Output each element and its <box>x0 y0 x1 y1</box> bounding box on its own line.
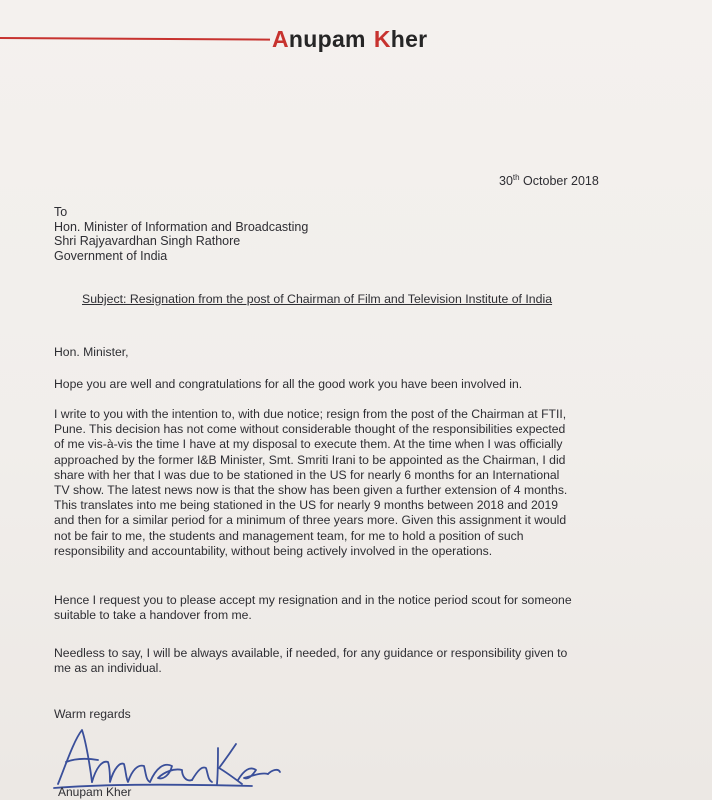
paragraph-availability: Needless to say, I will be always available, if needed, for any guidance or responsibility given to me as an individual. <box>54 646 568 676</box>
paragraph-greeting: Hope you are well and congratulations for all the good work you have been involved in. <box>54 377 523 391</box>
address-line: Shri Rajyavardhan Singh Rathore <box>54 234 241 249</box>
recipient-address <box>54 205 308 264</box>
subject-line: Subject: Resignation from the post of Chairman of Film and Television Institute of India <box>82 292 553 306</box>
paragraph-request: Hence I request you to please accept my resignation and in the notice period scout for someone suitable to take a handover from me. <box>54 593 572 623</box>
letterhead-initial-a: A <box>272 26 289 52</box>
address-line: Government of India <box>54 249 168 264</box>
letter-date: 30th October 2018 <box>499 173 599 189</box>
letterhead-name <box>272 26 427 53</box>
paragraph-resignation: I write to you with the intention to, with due notice; resign from the post of the Chairman at FTII, Pune. This decision has not come without considerable thought of the responsibilities expected of me vis-à-vis the time I have at my disposal to execute them. At the time when I was officially approached by the former I&B Minister, Smt. Smriti Irani to be appointed as the Chairman, I did share with her that I was due to be stationed in the US for nearly 6 months for an International TV show. The latest news now is that the show has been given a further extension of 4 months. This translates into me being stationed in the US for nearly 9 months between 2018 and 2019 and then for a similar period for a minimum of three years more. Given this assignment it would not be fair to me, the students and management team, for me to hold a position of such responsibility and accountability, without being actively involved in the operations. <box>54 407 568 558</box>
letterhead-rule <box>0 37 270 41</box>
letterhead-name-first: nupam <box>288 26 366 52</box>
salutation: Hon. Minister, <box>54 345 129 359</box>
signatory-name: Anupam Kher <box>58 785 132 799</box>
closing-regards: Warm regards <box>54 707 131 721</box>
letterhead-initial-k: K <box>373 26 391 52</box>
address-line: Hon. Minister of Information and Broadcasting <box>54 219 309 234</box>
handwritten-signature <box>52 722 282 792</box>
letterhead-name-last: her <box>390 26 428 52</box>
address-line: To <box>54 205 68 219</box>
